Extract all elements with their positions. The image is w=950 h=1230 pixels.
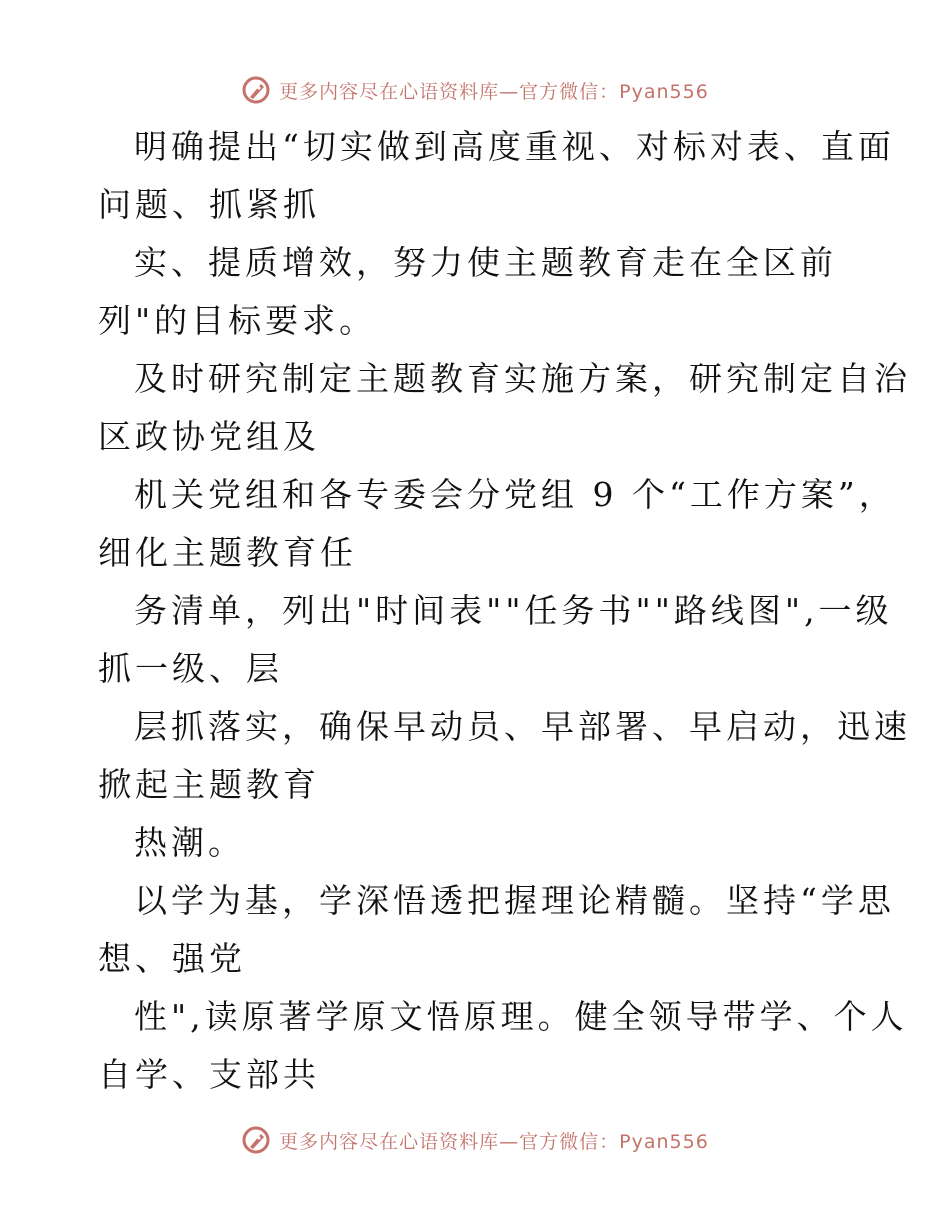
text-line: 以学为基，学深悟透把握理论精髓。坚持“学思 [134,881,895,920]
text-line: 明确提出“切实做到高度重视、对标对表、直面 [134,127,895,166]
text-line: 机关党组和各专委会分党组 9 个“工作方案”， [134,475,896,514]
text-line: 层抓落实，确保早动员、早部署、早启动，迅速 [134,707,911,746]
text-line: 细化主题教育任 [98,533,357,572]
text-line: 列"的目标要求。 [98,301,377,340]
text-line: 自学、支部共 [98,1055,320,1094]
text-line: 问题、抓紧抓 [98,185,320,224]
header-watermark [0,72,950,108]
text-line: 区政协党组及 [98,417,320,456]
watermark-text: 更多内容尽在心语资料库—官方微信：Pyan556 [279,80,709,103]
text-line: 想、强党 [98,939,246,978]
watermark-text: 更多内容尽在心语资料库—官方微信：Pyan556 [279,1130,709,1153]
text-line: 务清单，列出"时间表""任务书""路线图",一级 [134,591,893,630]
text-line: 实、提质增效，努力使主题教育走在全区前 [134,243,837,282]
pen-nib-circle-icon [241,1125,271,1155]
text-line: 掀起主题教育 [98,765,320,804]
text-line: 抓一级、层 [98,649,283,688]
text-line: 性",读原著学原文悟原理。健全领导带学、个人 [134,997,908,1036]
document-body [98,118,911,1104]
text-line: 热潮。 [134,823,245,862]
footer-watermark [0,1122,950,1158]
text-line: 及时研究制定主题教育实施方案，研究制定自治 [134,359,911,398]
pen-nib-circle-icon [241,75,271,105]
